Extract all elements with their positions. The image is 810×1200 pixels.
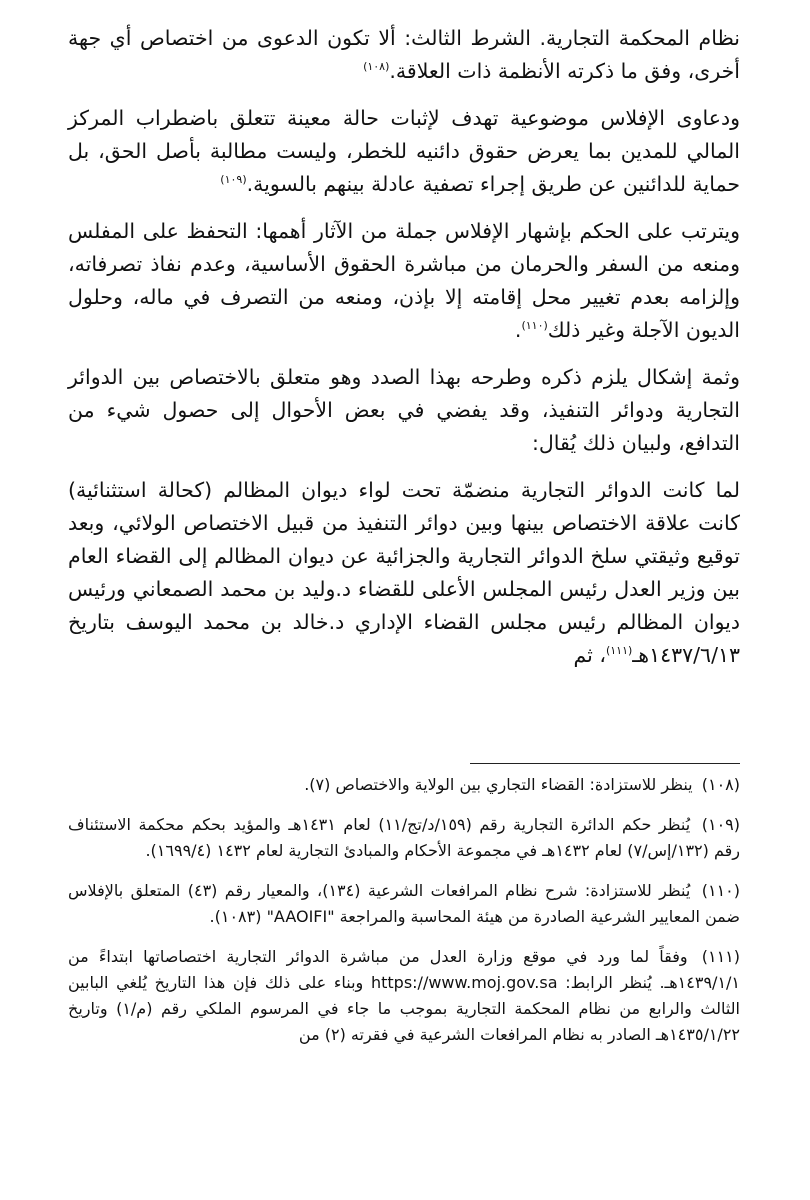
footnote-number: (١١١) [701,947,740,966]
footnote-text-continued: وبناء على ذلك فإن هذا التاريخ يُلغي البابين الثالث والرابع من نظام المحكمة التجارية بموجب ما جاء في المرسوم الملكي رقم (م/١) وتاريخ ١٤٣٥/١/٢٢هـ الصادر به نظام المرافعات الشرعية في فقرته (٢) من [68,973,740,1044]
paragraph-4-text: وثمة إشكال يلزم ذكره وطرحه بهذا الصدد وهو متعلق بالاختصاص بين الدوائر التجارية ودوائر التنفيذ، وقد يفضي في بعض الأحوال إلى حصول شيء من التدافع، ولبيان ذلك يُقال: [68,365,740,455]
paragraph-2-text: ودعاوى الإفلاس موضوعية تهدف لإثبات حالة معينة تتعلق باضطراب المركز المالي للمدين بما يعرض حقوق دائنيه للخطر، وليست مطالبة بأصل الحق، بل حماية للدائنين عن طريق إجراء تصفية عادلة بينهم بالسوية. [68,106,740,196]
footnote-ref-108[interactable]: (١٠٨) [363,60,390,74]
footnote-text: يُنظر للاستزادة: شرح نظام المرافعات الشرعية (١٣٤)، والمعيار رقم (٤٣) المتعلق بالإفلاس ضمن المعايير الشرعية الصادرة من هيئة المحاسبة والمراجعة "AAOIFI" (١٠٨٣). [68,881,740,926]
footnote-ref-111[interactable]: (١١١) [605,644,633,658]
footnote-108 [68,772,740,798]
footnote-ref-109[interactable]: (١٠٩) [220,173,247,187]
footnote-110 [68,878,740,930]
paragraph-5-text: لما كانت الدوائر التجارية منضمّة تحت لواء ديوان المظالم (كحالة استثنائية) كانت علاقة الاختصاص بينها وبين دوائر التنفيذ من قبيل الاختصاص الولائي، وبعد توقيع وثيقتي سلخ الدوائر التجارية والجزائية عن ديوان المظالم إلى القضاء العام بين وزير العدل رئيس المجلس الأعلى للقضاء د.وليد بن محمد الصمعاني ورئيس ديوان المظالم رئيس مجلس القضاء الإداري د.خالد بن محمد اليوسف بتاريخ ١٤٣٧/٦/١٣هـ [68,478,740,667]
paragraph-1 [68,22,740,88]
paragraph-1-text: نظام المحكمة التجارية. الشرط الثالث: ألا تكون الدعوى من اختصاص أي جهة أخرى، وفق ما ذكرته الأنظمة ذات العلاقة. [68,26,740,83]
footnote-111 [68,944,740,1048]
footnote-number: (١٠٨) [701,775,740,794]
footnote-separator [470,763,740,764]
footnote-number: (١٠٩) [701,815,740,834]
footnotes [68,772,740,1062]
moj-link[interactable]: https://www.moj.gov.sa [370,973,558,992]
paragraph-3 [68,215,740,347]
footnote-ref-110[interactable]: (١١٠) [521,319,548,333]
footnote-number: (١١٠) [701,881,740,900]
footnote-text: يُنظر حكم الدائرة التجارية رقم (١٥٩/د/تج/١١) لعام ١٤٣١هـ والمؤيد بحكم محكمة الاستئناف رقم (١٣٢/إس/٧) لعام ١٤٣٢هـ في مجموعة الأحكام والمبادئ التجارية لعام ١٤٣٢ (١٦٩٩/٤). [68,815,740,860]
paragraph-3-text: ويترتب على الحكم بإشهار الإفلاس جملة من الآثار أهمها: التحفظ على المفلس ومنعه من السفر والحرمان من مباشرة الحقوق الأساسية، وعدم نفاذ تصرفاته، وإلزامه بعدم تغيير محل إقامته إلا بإذن، ومنعه من التصرف في ماله، وحلول الديون الآجلة وغير ذلك [68,219,740,342]
main-text [68,22,740,686]
footnote-text: وفقاً لما ورد في موقع وزارة العدل من مباشرة الدوائر التجارية اختصاصاتها ابتداءً من ١٤٣٩/١/١هـ. يُنظر الرابط: [68,947,741,992]
paragraph-4 [68,361,740,460]
paragraph-3-end: . [514,318,522,342]
footnote-109 [68,812,740,864]
footnote-text: ينظر للاستزادة: القضاء التجاري بين الولاية والاختصاص (٧). [304,775,693,794]
paragraph-2 [68,102,740,201]
paragraph-5 [68,474,740,672]
paragraph-5-end: ، ثم [573,643,606,667]
